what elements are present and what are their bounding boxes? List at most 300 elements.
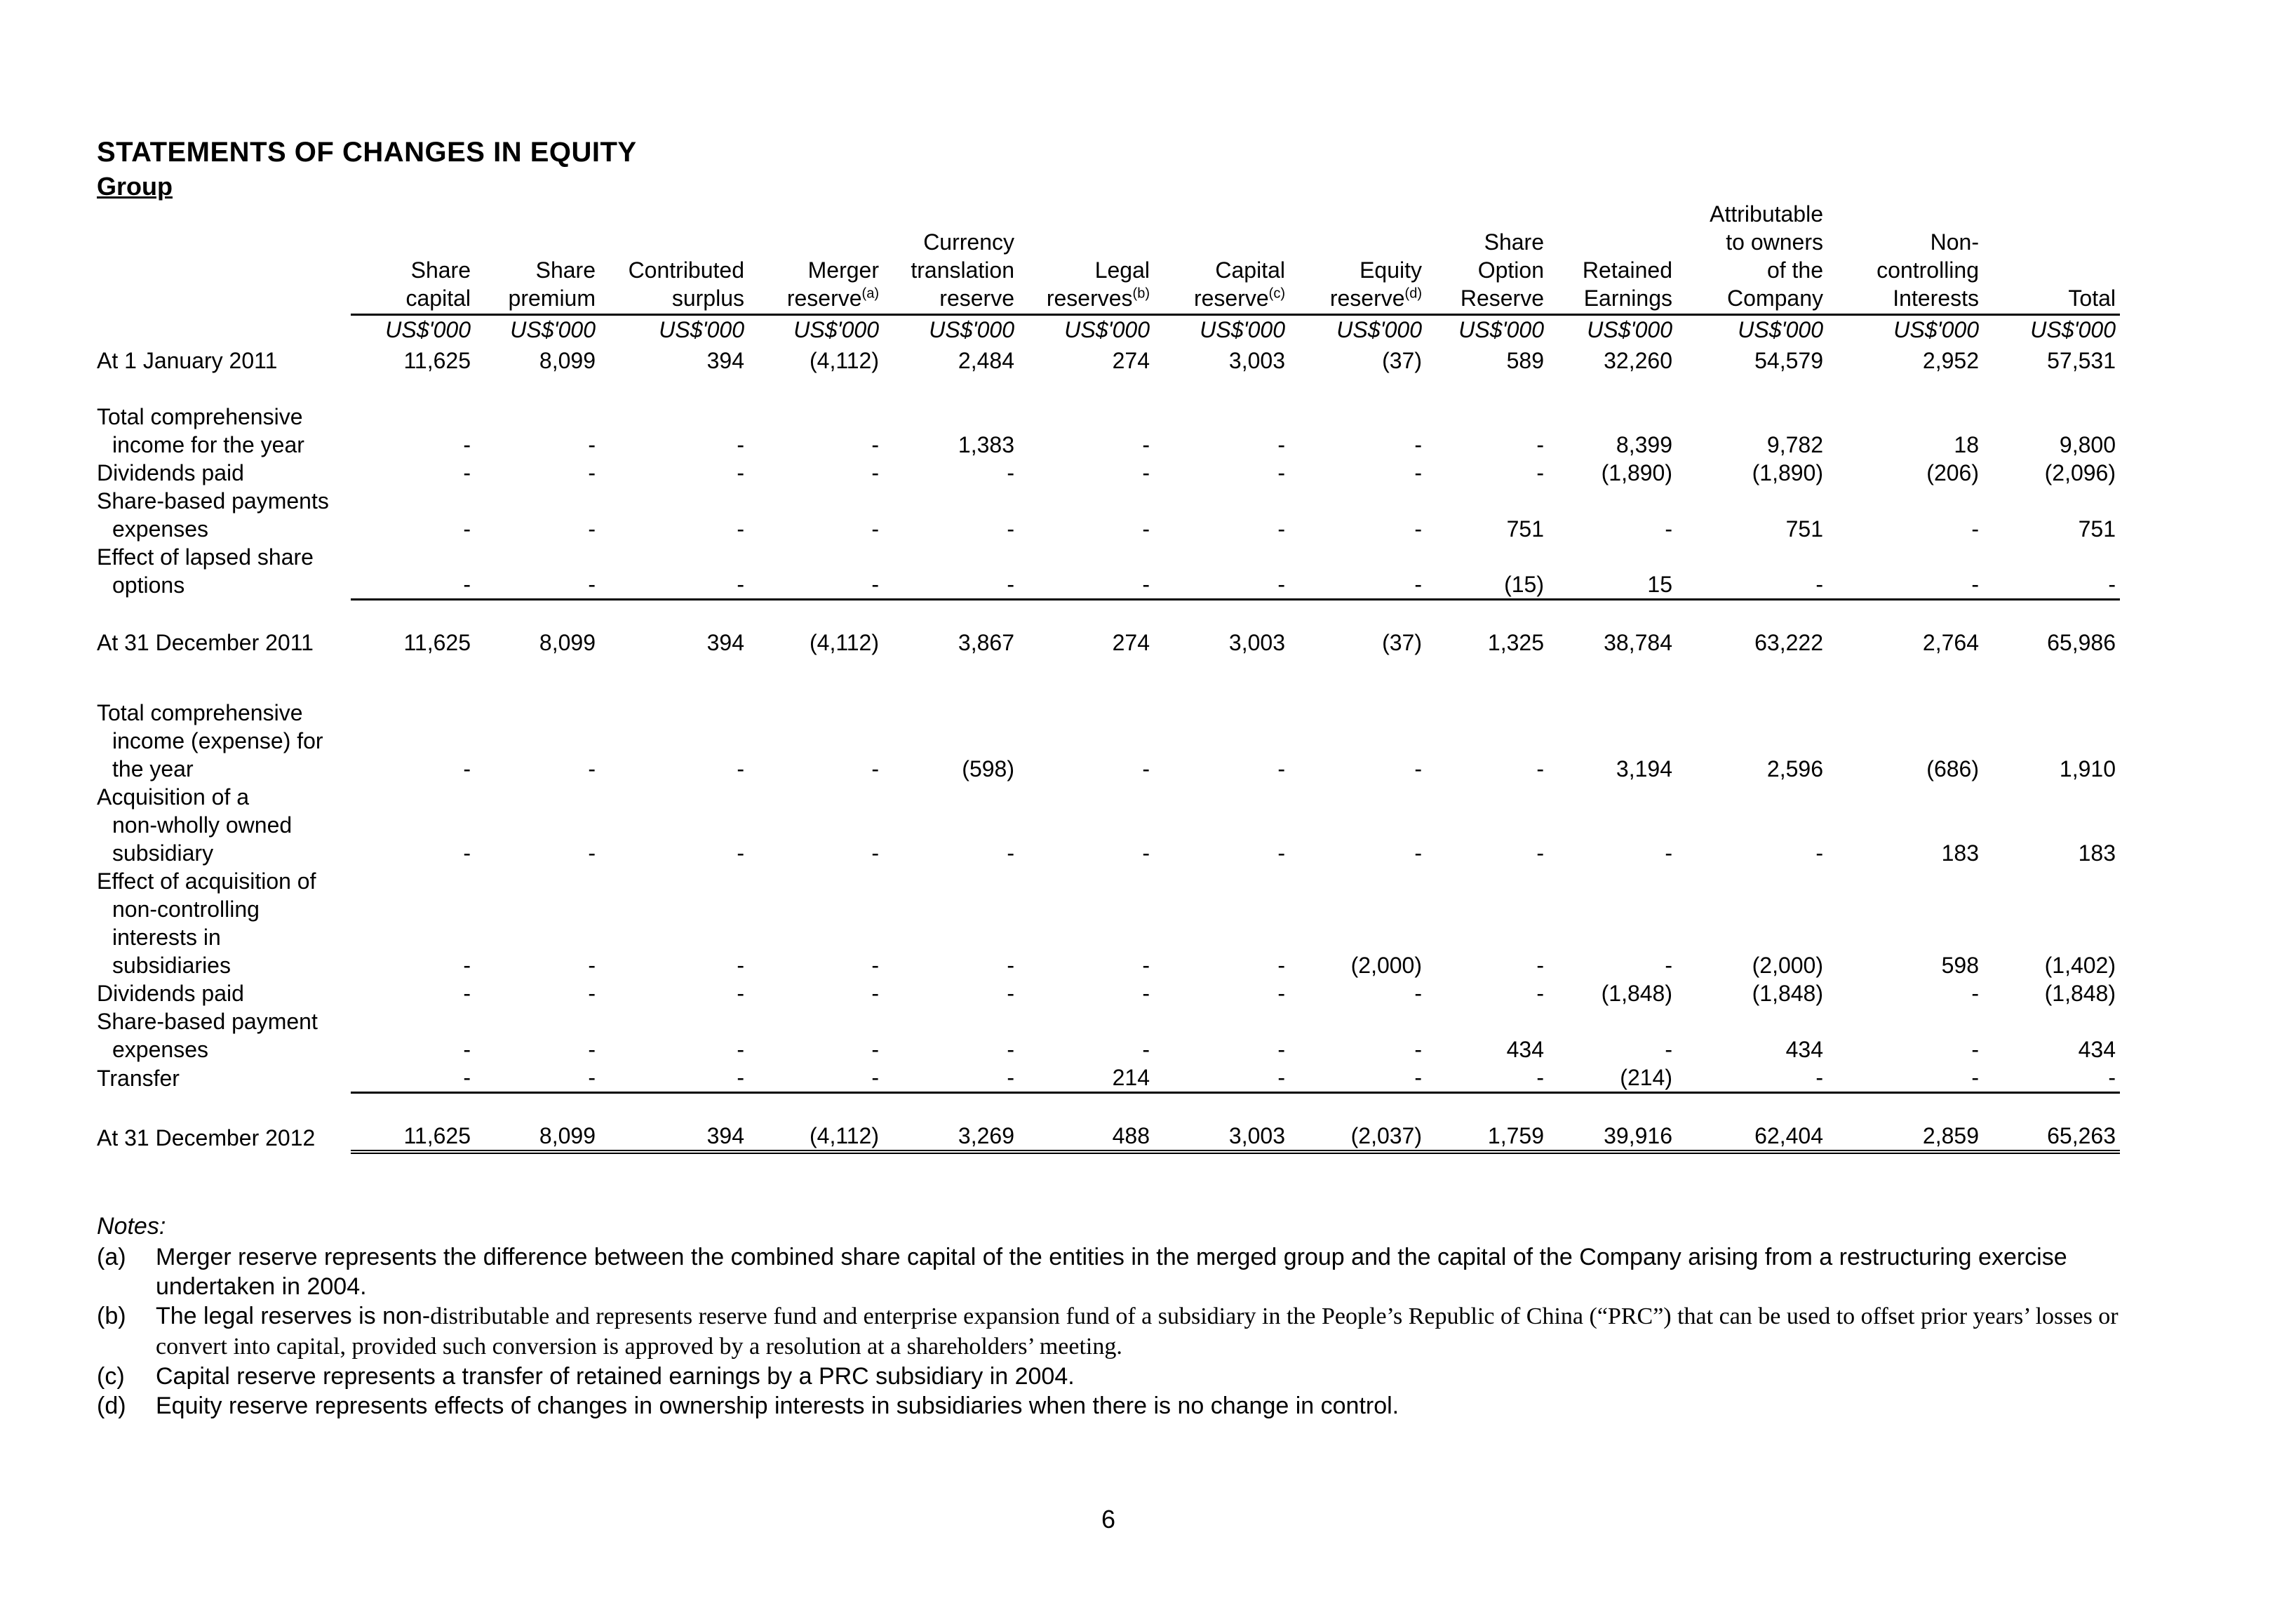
spacer-cell (97, 1092, 2120, 1122)
row-label-line: Acquisition of a (97, 784, 250, 810)
column-header-line (1983, 284, 2116, 312)
row-label-line: subsidiary (112, 840, 214, 866)
column-header-line (600, 284, 744, 312)
table-cell: 3,269 (883, 1122, 1019, 1152)
table-cell: - (463, 1036, 471, 1062)
table-cell: - (463, 840, 471, 866)
column-header-text: reserve (1193, 286, 1269, 311)
table-cell: - (600, 1063, 748, 1093)
table-cell: - (1007, 516, 1014, 542)
column-header-row (97, 200, 2120, 315)
row-label-line: interests in (112, 924, 221, 950)
table-cell: 3,003 (1228, 348, 1285, 373)
column-header-text: capital (405, 286, 471, 311)
table-cell: 394 (600, 1122, 748, 1152)
table-cell: 15 (1548, 543, 1677, 599)
table-cell: - (1414, 516, 1422, 542)
column-header-text: surplus (671, 286, 744, 311)
table-cell: 2,596 (1766, 756, 1823, 781)
table-cell: 488 (1019, 1122, 1154, 1152)
table-cell: - (737, 980, 744, 1006)
table-cell: - (1007, 840, 1014, 866)
table-cell: - (871, 1036, 879, 1062)
column-header-text: Equity (1360, 257, 1422, 283)
table-cell: 18 (1954, 432, 1979, 457)
row-label-line: Share-based payment (97, 1008, 318, 1034)
unit-label: US$'000 (659, 317, 744, 342)
table-cell: - (1289, 1063, 1426, 1093)
table-cell: 434 (1506, 1036, 1544, 1062)
column-header-text: Contributed (628, 257, 744, 283)
column-header-line (351, 256, 471, 284)
unit-label: US$'000 (1738, 317, 1823, 342)
table-cell: - (1536, 460, 1544, 485)
row-label (97, 629, 351, 657)
unit-blank (97, 315, 351, 347)
column-header-text: Share (1484, 229, 1544, 255)
table-cell: (1,890) (1601, 460, 1672, 485)
column-header-line (1677, 228, 1823, 256)
table-cell: - (737, 432, 744, 457)
table-row (97, 629, 2120, 657)
notes-list (97, 1242, 2131, 1421)
column-header (1426, 200, 1548, 315)
table-cell: - (1665, 952, 1672, 978)
table-cell: 1,383 (958, 432, 1014, 457)
table-cell: - (1665, 840, 1672, 866)
spacer-cell (97, 599, 2120, 629)
table-cell: - (1154, 543, 1289, 599)
table-cell: - (748, 543, 883, 599)
table-cell: 65,263 (1983, 1122, 2120, 1152)
unit-label: US$'000 (1064, 317, 1150, 342)
row-label (97, 1122, 351, 1152)
table-cell: - (1142, 756, 1150, 781)
column-header-line (1548, 256, 1672, 284)
table-cell: - (1277, 840, 1285, 866)
column-header-text: controlling (1877, 257, 1979, 283)
table-cell: (4,112) (809, 348, 879, 373)
table-cell: - (588, 516, 596, 542)
table-cell: - (1007, 460, 1014, 485)
table-cell: - (463, 460, 471, 485)
row-label (97, 459, 351, 487)
table-cell: (4,112) (809, 629, 879, 655)
table-cell: 9,800 (2059, 432, 2116, 457)
table-cell: 3,194 (1616, 756, 1672, 781)
table-cell: - (351, 543, 475, 599)
table-row (97, 979, 2120, 1007)
row-label-line: At 1 January 2011 (97, 348, 278, 373)
column-header-line (883, 228, 1014, 256)
column-header-footnote-ref: (c) (1268, 286, 1285, 302)
table-cell: - (1007, 980, 1014, 1006)
column-header-text: reserve (1329, 286, 1405, 311)
table-row (97, 347, 2120, 375)
table-cell: - (871, 432, 879, 457)
table-cell: (214) (1548, 1063, 1677, 1093)
table-cell: - (1983, 543, 2120, 599)
table-cell: (206) (1926, 460, 1979, 485)
table-cell: - (588, 432, 596, 457)
table-cell: 1,325 (1487, 629, 1544, 655)
row-label (97, 543, 351, 599)
spacer-row (97, 375, 2120, 403)
spacer-cell (97, 657, 2120, 699)
table-cell: - (1414, 840, 1422, 866)
column-header-line (883, 256, 1014, 284)
table-cell: - (1971, 1036, 1979, 1062)
row-label-line: At 31 December 2011 (97, 629, 314, 655)
table-cell: - (1289, 543, 1426, 599)
table-cell: - (1142, 516, 1150, 542)
row-label (97, 347, 351, 375)
column-header (1289, 200, 1426, 315)
column-header-line (748, 256, 879, 284)
table-cell: - (1815, 840, 1823, 866)
table-row (97, 1007, 2120, 1063)
column-header-text: Company (1727, 286, 1823, 311)
column-header-text: Currency (923, 229, 1014, 255)
table-cell: (2,000) (1752, 952, 1823, 978)
note-text: Equity reserve represents effects of changes in ownership interests in subsidiaries when there is no change in control. (156, 1393, 1399, 1419)
table-cell: (15) (1426, 543, 1548, 599)
table-cell: - (737, 756, 744, 781)
unit-label: US$'000 (929, 317, 1014, 342)
column-header-line (883, 284, 1014, 312)
table-cell: 63,222 (1754, 629, 1823, 655)
column-header-text: Capital (1215, 257, 1285, 283)
table-cell: - (1677, 1063, 1827, 1093)
column-header-line (1827, 284, 1979, 312)
table-cell: 589 (1506, 348, 1544, 373)
table-cell: 9,782 (1766, 432, 1823, 457)
note-tag: (a) (97, 1244, 126, 1270)
row-label-line: subsidiaries (112, 952, 231, 978)
unit-label: US$'000 (1893, 317, 1979, 342)
table-cell: - (1277, 516, 1285, 542)
column-header-footnote-ref: (a) (861, 286, 879, 302)
column-header-line (1827, 228, 1979, 256)
column-header-text: Non- (1930, 229, 1979, 255)
table-cell: 434 (1785, 1036, 1823, 1062)
row-label-line: Dividends paid (97, 980, 244, 1006)
row-label-line: Effect of acquisition of (97, 868, 316, 894)
column-header-text: Reserve (1460, 286, 1544, 311)
column-header-text: of the (1766, 257, 1823, 283)
table-cell: - (1277, 432, 1285, 457)
column-header-text: Share (410, 257, 471, 283)
table-cell: (2,037) (1289, 1122, 1426, 1152)
table-cell: (37) (1382, 348, 1422, 373)
row-label (97, 1063, 351, 1093)
table-cell: 65,986 (2047, 629, 2116, 655)
table-cell: 8,099 (539, 348, 596, 373)
table-cell: - (1277, 756, 1285, 781)
table-cell: (598) (962, 756, 1014, 781)
table-cell: - (871, 516, 879, 542)
table-cell: 8,099 (475, 1122, 600, 1152)
note-item (97, 1391, 2131, 1421)
table-cell: 394 (706, 348, 744, 373)
row-label-line: Transfer (97, 1066, 180, 1091)
table-cell: - (475, 543, 600, 599)
table-cell: - (1019, 543, 1154, 599)
table-cell: 62,404 (1677, 1122, 1827, 1152)
column-header-text: premium (508, 286, 596, 311)
column-header-line (600, 256, 744, 284)
table-cell: (686) (1926, 756, 1979, 781)
column-header-line (1827, 256, 1979, 284)
notes-section (97, 1212, 2131, 1421)
column-header-text: Earnings (1583, 286, 1672, 311)
table-cell: 2,859 (1827, 1122, 1983, 1152)
table-row (97, 459, 2120, 487)
column-header-line (1154, 256, 1285, 284)
column-header-text: Interests (1893, 286, 1979, 311)
column-header (1983, 200, 2120, 315)
column-header-line (1289, 284, 1422, 312)
note-item (97, 1362, 2131, 1391)
note-tag: (b) (97, 1303, 126, 1329)
table-cell: - (1426, 1063, 1548, 1093)
table-cell: (1,848) (2044, 980, 2116, 1006)
table-cell: 214 (1019, 1063, 1154, 1093)
row-label (97, 979, 351, 1007)
table-cell: 54,579 (1754, 348, 1823, 373)
column-header-text: reserve (939, 286, 1014, 311)
table-cell: - (737, 1036, 744, 1062)
table-cell: 434 (2078, 1036, 2116, 1062)
row-label-line: the year (112, 756, 194, 781)
table-cell: - (1414, 1036, 1422, 1062)
column-header (883, 200, 1019, 315)
table-cell: - (1414, 980, 1422, 1006)
table-row (97, 487, 2120, 543)
column-header (1548, 200, 1677, 315)
spacer-row (97, 657, 2120, 699)
table-cell: 598 (1941, 952, 1979, 978)
table-cell: - (1536, 432, 1544, 457)
table-cell: - (1142, 980, 1150, 1006)
table-cell: - (1414, 460, 1422, 485)
table-cell: - (1142, 1036, 1150, 1062)
table-cell: 3,003 (1154, 1122, 1289, 1152)
table-cell: - (588, 756, 596, 781)
unit-label: US$'000 (1587, 317, 1672, 342)
column-header-footnote-ref: (d) (1404, 286, 1422, 302)
table-cell: - (463, 756, 471, 781)
table-body (97, 347, 2120, 1152)
table-row (97, 1122, 2120, 1152)
header-blank (97, 200, 351, 315)
column-header-line (1289, 256, 1422, 284)
table-cell: (1,848) (1752, 980, 1823, 1006)
table-cell: 11,625 (403, 629, 471, 655)
row-label (97, 783, 351, 867)
table-cell: - (1142, 840, 1150, 866)
table-cell: 183 (1941, 840, 1979, 866)
column-header-line (475, 256, 596, 284)
column-header-line (475, 284, 596, 312)
column-header (600, 200, 748, 315)
table-cell: 274 (1112, 348, 1150, 373)
row-label-line: Dividends paid (97, 460, 244, 485)
table-cell: - (1414, 756, 1422, 781)
table-cell: - (1277, 460, 1285, 485)
table-row (97, 867, 2120, 979)
table-cell: 38,784 (1604, 629, 1672, 655)
table-cell: - (1277, 952, 1285, 978)
table-cell: - (1665, 1036, 1672, 1062)
table-cell: - (1971, 980, 1979, 1006)
row-label (97, 1007, 351, 1063)
column-header-text: Merger (807, 257, 879, 283)
spacer-row (97, 1092, 2120, 1122)
table-cell: - (1142, 460, 1150, 485)
table-cell: - (871, 952, 879, 978)
page-title: STATEMENTS OF CHANGES IN EQUITY (97, 137, 637, 168)
table-cell: (2,096) (2044, 460, 2116, 485)
column-header (1019, 200, 1154, 315)
table-cell: 1,759 (1426, 1122, 1548, 1152)
unit-row (97, 315, 2120, 347)
table-cell: - (1536, 952, 1544, 978)
table-cell: - (588, 1036, 596, 1062)
unit-label: US$'000 (1200, 317, 1285, 342)
table-row (97, 1063, 2120, 1093)
table-cell: - (871, 840, 879, 866)
unit-label: US$'000 (1458, 317, 1544, 342)
column-header (1677, 200, 1827, 315)
table-cell: - (1007, 1036, 1014, 1062)
table-cell: - (1414, 432, 1422, 457)
table-cell: 394 (706, 629, 744, 655)
table-cell: - (1277, 1036, 1285, 1062)
column-header-text: Retained (1582, 257, 1672, 283)
table-cell: - (1142, 432, 1150, 457)
column-header-line (1677, 284, 1823, 312)
row-label (97, 403, 351, 459)
note-text: The legal reserves is non- (156, 1303, 431, 1329)
note-text-continued: distributable and represents reserve fund and enterprise expansion fund of a subsidiary in the People’s Republic of China (“PRC”) that can be used to offset prior years’ losses or convert into capital, provided such conversion is approved by a resolution at a shareholders’ meeting. (156, 1303, 2119, 1360)
table-cell: (1,890) (1752, 460, 1823, 485)
row-label-line: Share-based payments (97, 488, 329, 514)
table-cell: 8,099 (539, 629, 596, 655)
column-header-line (351, 284, 471, 312)
table-cell: - (1827, 543, 1983, 599)
column-header-text: Total (2068, 286, 2116, 311)
table-cell: - (463, 432, 471, 457)
table-cell: 1,910 (2059, 756, 2116, 781)
table-cell: - (1536, 840, 1544, 866)
column-header (1154, 200, 1289, 315)
column-header (1827, 200, 1983, 315)
column-header-line (1426, 228, 1544, 256)
table-cell: - (737, 952, 744, 978)
table-cell: - (1154, 1063, 1289, 1093)
table-cell: 3,003 (1228, 629, 1285, 655)
table-cell: - (1665, 516, 1672, 542)
table-row (97, 783, 2120, 867)
table-cell: 2,764 (1922, 629, 1979, 655)
row-label-line: Total comprehensive (97, 404, 303, 429)
table-cell: - (883, 543, 1019, 599)
column-header-line (1426, 284, 1544, 312)
table-cell: 11,625 (403, 348, 471, 373)
row-label-line: non-controlling (112, 896, 260, 922)
table-cell: - (1677, 543, 1827, 599)
table-cell: 274 (1112, 629, 1150, 655)
table-cell: - (588, 952, 596, 978)
unit-label: US$'000 (1336, 317, 1422, 342)
row-label (97, 487, 351, 543)
equity-table (97, 200, 2120, 1154)
row-label-line: expenses (112, 516, 208, 542)
table-cell: 2,484 (958, 348, 1014, 373)
table-cell: - (737, 516, 744, 542)
table-cell: (2,000) (1350, 952, 1422, 978)
spacer-cell (97, 375, 2120, 403)
table-cell: - (748, 1063, 883, 1093)
table-cell: 751 (1785, 516, 1823, 542)
table-cell: - (475, 1063, 600, 1093)
column-header-text: reserve (786, 286, 862, 311)
column-header (351, 200, 475, 315)
table-cell: 32,260 (1604, 348, 1672, 373)
table-cell: (1,848) (1601, 980, 1672, 1006)
page-subtitle: Group (97, 172, 173, 201)
table-cell: 8,399 (1616, 432, 1672, 457)
table-cell: (1,402) (2044, 952, 2116, 978)
table-row (97, 543, 2120, 599)
column-header-text: to owners (1726, 229, 1823, 255)
table-cell: - (1277, 980, 1285, 1006)
table-cell: - (1971, 516, 1979, 542)
unit-label: US$'000 (510, 317, 596, 342)
column-header-text: Option (1477, 257, 1544, 283)
table-cell: 11,625 (351, 1122, 475, 1152)
table-cell: - (871, 460, 879, 485)
table-cell: (37) (1382, 629, 1422, 655)
table-cell: - (588, 840, 596, 866)
table-cell: 183 (2078, 840, 2116, 866)
table-cell: - (1142, 952, 1150, 978)
table-cell: - (737, 460, 744, 485)
table-cell: - (463, 952, 471, 978)
table-cell: - (871, 980, 879, 1006)
row-label-line: Total comprehensive (97, 699, 303, 725)
table-cell: - (588, 980, 596, 1006)
row-label-line: non-wholly owned (112, 812, 293, 838)
unit-label: US$'000 (2030, 317, 2116, 342)
column-header-line (748, 284, 879, 312)
table-cell: - (1007, 952, 1014, 978)
row-label (97, 699, 351, 783)
note-item (97, 1242, 2131, 1301)
table-cell: 751 (1506, 516, 1544, 542)
table-row (97, 403, 2120, 459)
column-header-line (1548, 284, 1672, 312)
row-label-line: Effect of lapsed share (97, 544, 314, 570)
column-header-line (1677, 200, 1823, 228)
table-cell: - (883, 1063, 1019, 1093)
column-header-text: translation (911, 257, 1014, 283)
column-header-text: reserves (1046, 286, 1133, 311)
column-header-line (1154, 284, 1285, 312)
note-text: Merger reserve represents the difference between the combined share capital of the entities in the merged group and the capital of the Company arising from a restructuring exercise undertaken in 2004. (156, 1244, 2067, 1300)
column-header-text: Legal (1094, 257, 1150, 283)
